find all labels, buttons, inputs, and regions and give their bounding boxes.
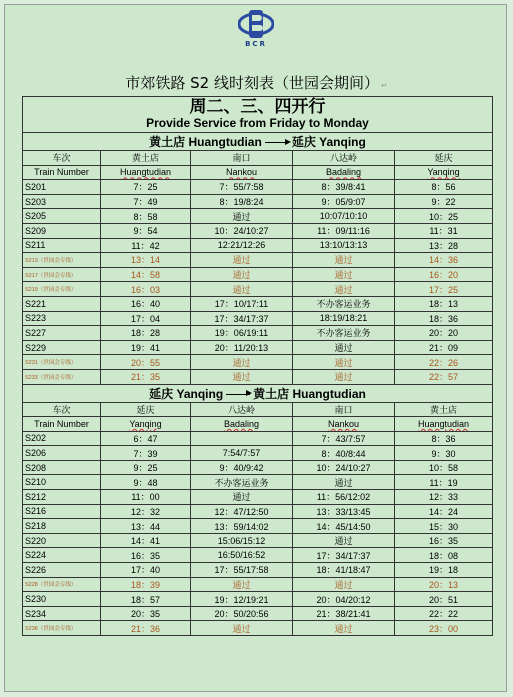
- train-number-cell: S211: [23, 238, 101, 253]
- dir1-from: 黄土店 Huangtudian: [149, 135, 262, 149]
- time-cell: 11：56/12:02: [293, 490, 395, 505]
- time-cell: 9：48: [101, 475, 191, 490]
- time-cell: 19：12/19:21: [191, 592, 293, 607]
- time-cell: 20：35: [101, 606, 191, 621]
- time-cell: 11：42: [101, 238, 191, 253]
- time-cell: 通过: [293, 253, 395, 268]
- time-cell: 14：36: [395, 253, 493, 268]
- time-cell: 10:07/10:10: [293, 209, 395, 224]
- bcr-logo-icon: [238, 8, 274, 40]
- table-row: [23, 621, 493, 636]
- time-cell: 22：26: [395, 355, 493, 370]
- time-cell: 19：06/19:11: [191, 326, 293, 341]
- time-cell: 14：24: [395, 504, 493, 519]
- time-cell: 10：25: [395, 209, 493, 224]
- table-row: [23, 267, 493, 282]
- table-row: [23, 519, 493, 534]
- table-row: [23, 577, 493, 592]
- time-cell: 7:54/7:57: [191, 446, 293, 461]
- train-number-cell: S233（世园会专线）: [23, 369, 101, 384]
- time-cell: 19：41: [101, 340, 191, 355]
- time-cell: 9：25: [101, 460, 191, 475]
- time-cell: 7：49: [101, 194, 191, 209]
- time-cell: 通过: [191, 209, 293, 224]
- table-row: [23, 209, 493, 224]
- train-number-cell: S210: [23, 475, 101, 490]
- header-station-en: Badaling: [293, 165, 395, 180]
- train-number-cell: S229: [23, 340, 101, 355]
- table-row: [23, 431, 493, 446]
- time-cell: 11：00: [101, 490, 191, 505]
- train-number-cell: S209: [23, 223, 101, 238]
- time-cell: 8：36: [395, 431, 493, 446]
- train-number-cell: S219（世园会专线）: [23, 282, 101, 297]
- train-number-cell: S221: [23, 296, 101, 311]
- time-cell: 20：20: [395, 326, 493, 341]
- time-cell: 13：59/14:02: [191, 519, 293, 534]
- dir2-to: 黄土店 Huangtudian: [253, 386, 366, 401]
- time-cell: 17：40: [101, 563, 191, 578]
- time-cell: 10：24/10:27: [191, 223, 293, 238]
- time-cell: 8：58: [101, 209, 191, 224]
- time-cell: 18：41/18:47: [293, 563, 395, 578]
- time-cell: 21：38/21:41: [293, 606, 395, 621]
- dir1-to: 延庆 Yanqing: [291, 135, 366, 149]
- time-cell: 12：32: [101, 504, 191, 519]
- header-station-en: Yanqing: [101, 417, 191, 432]
- train-number-cell: S224: [23, 548, 101, 563]
- header-station: 八达岭: [293, 151, 395, 166]
- dir2-from: 延庆 Yanqing: [149, 386, 224, 401]
- header-train-en: Train Number: [23, 417, 101, 432]
- time-cell: 17：34/17:37: [293, 548, 395, 563]
- time-cell: 10：24/10:27: [293, 460, 395, 475]
- time-cell: 20：50/20:56: [191, 606, 293, 621]
- time-cell: 7：39: [101, 446, 191, 461]
- table-row: [23, 326, 493, 341]
- header-station: 八达岭: [191, 402, 293, 417]
- table-row: [23, 340, 493, 355]
- time-cell: 17：34/17:37: [191, 311, 293, 326]
- train-number-cell: S226: [23, 563, 101, 578]
- time-cell: 不办客运业务: [191, 475, 293, 490]
- time-cell: 13：14: [101, 253, 191, 268]
- header-station-en: Badaling: [191, 417, 293, 432]
- table-row: [23, 253, 493, 268]
- time-cell: 18：13: [395, 296, 493, 311]
- train-number-cell: S231（世园会专线）: [23, 355, 101, 370]
- header-station: 南口: [293, 402, 395, 417]
- time-cell: 通过: [191, 490, 293, 505]
- train-number-cell: S212: [23, 490, 101, 505]
- time-cell: 17：55/17:58: [191, 563, 293, 578]
- time-cell: 通过: [191, 267, 293, 282]
- header-station: 南口: [191, 151, 293, 166]
- time-cell: 7：55/7:58: [191, 180, 293, 195]
- time-cell: 16:50/16:52: [191, 548, 293, 563]
- time-cell: 通过: [191, 577, 293, 592]
- header-station: 延庆: [101, 402, 191, 417]
- time-cell: 16：35: [395, 533, 493, 548]
- time-cell: 23：00: [395, 621, 493, 636]
- time-cell: 17：10/17:11: [191, 296, 293, 311]
- header-station: 黄土店: [395, 402, 493, 417]
- table-row: [23, 223, 493, 238]
- header-row-2-en: [23, 417, 493, 432]
- time-cell: 21：09: [395, 340, 493, 355]
- table-row: [23, 355, 493, 370]
- train-number-cell: S223: [23, 311, 101, 326]
- table-row: [23, 369, 493, 384]
- train-number-cell: S220: [23, 533, 101, 548]
- time-cell: 19：18: [395, 563, 493, 578]
- train-number-cell: S216: [23, 504, 101, 519]
- time-cell: 16：40: [101, 296, 191, 311]
- train-number-cell: S228（世园会专线）: [23, 577, 101, 592]
- time-cell: 13：28: [395, 238, 493, 253]
- time-cell: 不办客运业务: [293, 326, 395, 341]
- table-row: [23, 194, 493, 209]
- train-number-cell: S205: [23, 209, 101, 224]
- time-cell: 17：04: [101, 311, 191, 326]
- train-number-cell: S230: [23, 592, 101, 607]
- table-row: [23, 282, 493, 297]
- time-cell: 21：35: [101, 369, 191, 384]
- logo-text: BCR: [245, 40, 267, 48]
- bcr-logo: [232, 8, 280, 58]
- table-row: [23, 592, 493, 607]
- direction-row-1: [23, 133, 493, 151]
- time-cell: 13:10/13:13: [293, 238, 395, 253]
- time-cell: 18:19/18:21: [293, 311, 395, 326]
- header-station-en: Nankou: [293, 417, 395, 432]
- header-station: 延庆: [395, 151, 493, 166]
- time-cell: 17：25: [395, 282, 493, 297]
- header-station-en: Nankou: [191, 165, 293, 180]
- header-row-1-en: [23, 165, 493, 180]
- table-row: [23, 180, 493, 195]
- time-cell: 8：19/8:24: [191, 194, 293, 209]
- time-cell: 9：22: [395, 194, 493, 209]
- time-cell: 16：20: [395, 267, 493, 282]
- time-cell: 21：36: [101, 621, 191, 636]
- time-cell: 11：31: [395, 223, 493, 238]
- header-row-1-cn: [23, 151, 493, 166]
- table-row: [23, 504, 493, 519]
- time-cell: 13：33/13:45: [293, 504, 395, 519]
- time-cell: 通过: [191, 369, 293, 384]
- header-train-cn: 车次: [23, 402, 101, 417]
- time-cell: 20：11/20:13: [191, 340, 293, 355]
- time-cell: 20：51: [395, 592, 493, 607]
- arrow-right-icon: [226, 394, 250, 395]
- time-cell: 6：47: [101, 431, 191, 446]
- train-number-cell: S234: [23, 606, 101, 621]
- train-number-cell: S202: [23, 431, 101, 446]
- time-cell: 18：36: [395, 311, 493, 326]
- time-cell: 14：41: [101, 533, 191, 548]
- time-cell: 7：25: [101, 180, 191, 195]
- header-station: 黄土店: [101, 151, 191, 166]
- time-cell: 9：05/9:07: [293, 194, 395, 209]
- time-cell: 16：35: [101, 548, 191, 563]
- train-number-cell: S203: [23, 194, 101, 209]
- time-cell: 16：03: [101, 282, 191, 297]
- time-cell: 7：43/7:57: [293, 431, 395, 446]
- time-cell: 18：57: [101, 592, 191, 607]
- time-cell: 通过: [293, 282, 395, 297]
- table-row: [23, 460, 493, 475]
- time-cell: 15：30: [395, 519, 493, 534]
- train-number-cell: S217（世园会专线）: [23, 267, 101, 282]
- time-cell: 9：40/9:42: [191, 460, 293, 475]
- time-cell: 12：33: [395, 490, 493, 505]
- time-cell: 8：39/8:41: [293, 180, 395, 195]
- time-cell: 12：47/12:50: [191, 504, 293, 519]
- time-cell: 不办客运业务: [293, 296, 395, 311]
- table-row: [23, 238, 493, 253]
- time-cell: 通过: [191, 253, 293, 268]
- time-cell: 通过: [191, 621, 293, 636]
- banner-en: Provide Service from Friday to Monday: [146, 116, 369, 131]
- direction-row-2: [23, 384, 493, 402]
- time-cell: 18：08: [395, 548, 493, 563]
- arrow-right-icon: [265, 142, 289, 143]
- time-cell: 通过: [293, 577, 395, 592]
- time-cell: 20：55: [101, 355, 191, 370]
- time-cell: 通过: [293, 267, 395, 282]
- time-cell: 通过: [191, 355, 293, 370]
- time-cell: 14：45/14:50: [293, 519, 395, 534]
- time-cell: 11：09/11:16: [293, 223, 395, 238]
- time-cell: 通过: [293, 340, 395, 355]
- time-cell: 8：40/8:44: [293, 446, 395, 461]
- table-row: [23, 563, 493, 578]
- header-station-en: Huangtudian: [101, 165, 191, 180]
- train-number-cell: S227: [23, 326, 101, 341]
- header-station-en: Huangtudian: [395, 417, 493, 432]
- table-row: [23, 311, 493, 326]
- page-title: 市郊铁路 S2 线时刻表（世园会期间） ↵: [125, 74, 388, 92]
- table-row: [23, 296, 493, 311]
- time-cell: 通过: [293, 621, 395, 636]
- banner-row: [23, 97, 493, 133]
- time-cell: 22：57: [395, 369, 493, 384]
- table-row: [23, 490, 493, 505]
- time-cell: 18：39: [101, 577, 191, 592]
- time-cell: 通过: [191, 282, 293, 297]
- train-number-cell: S206: [23, 446, 101, 461]
- time-cell: 9：30: [395, 446, 493, 461]
- banner-cn: 周二、三、四开行: [189, 96, 326, 117]
- time-cell: 13：44: [101, 519, 191, 534]
- time-cell: 15:06/15:12: [191, 533, 293, 548]
- time-cell: 11：19: [395, 475, 493, 490]
- header-train-en: Train Number: [23, 165, 101, 180]
- time-cell: 18：28: [101, 326, 191, 341]
- header-station-en: Yanqing: [395, 165, 493, 180]
- time-cell: 通过: [293, 369, 395, 384]
- train-number-cell: S236（世园会专线）: [23, 621, 101, 636]
- time-cell: 20：04/20:12: [293, 592, 395, 607]
- time-cell: 22：22: [395, 606, 493, 621]
- time-cell: 通过: [293, 355, 395, 370]
- table-row: [23, 548, 493, 563]
- header-row-2-cn: [23, 402, 493, 417]
- table-row: [23, 533, 493, 548]
- time-cell: 14：58: [101, 267, 191, 282]
- timetable: [22, 96, 493, 636]
- time-cell: 8：56: [395, 180, 493, 195]
- table-row: [23, 475, 493, 490]
- time-cell: 20：13: [395, 577, 493, 592]
- train-number-cell: S208: [23, 460, 101, 475]
- train-number-cell: S218: [23, 519, 101, 534]
- time-cell: 10：58: [395, 460, 493, 475]
- header-train-cn: 车次: [23, 151, 101, 166]
- train-number-cell: S213（世园会专线）: [23, 253, 101, 268]
- time-cell: [191, 431, 293, 446]
- time-cell: 9：54: [101, 223, 191, 238]
- train-number-cell: S201: [23, 180, 101, 195]
- time-cell: 通过: [293, 533, 395, 548]
- time-cell: 通过: [293, 475, 395, 490]
- table-row: [23, 446, 493, 461]
- time-cell: 12:21/12:26: [191, 238, 293, 253]
- table-row: [23, 606, 493, 621]
